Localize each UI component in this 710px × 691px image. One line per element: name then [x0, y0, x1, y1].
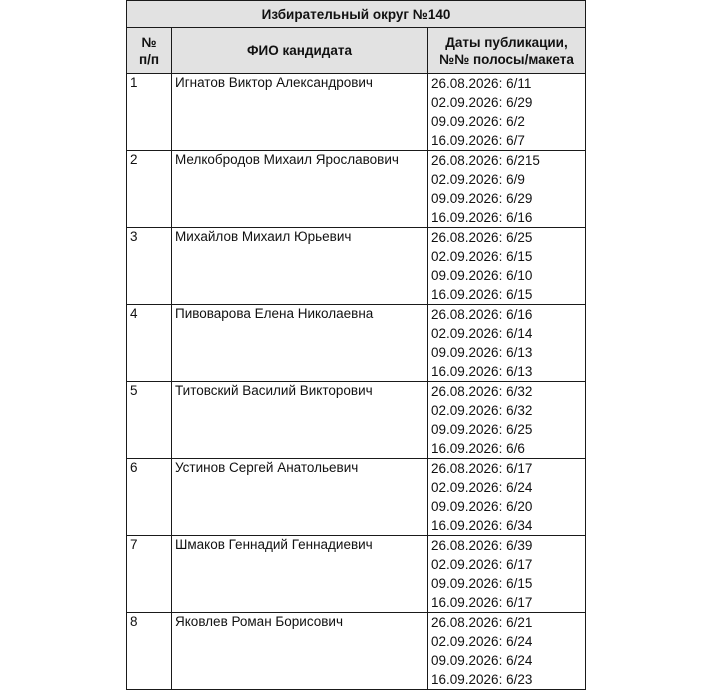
header-number-line1: № [141, 34, 157, 50]
table-row [127, 382, 586, 459]
header-dates-line2: №№ полосы/макета [439, 51, 574, 67]
table-row [127, 613, 586, 690]
publication-date-entry: 02.09.2026: 6/17 [431, 557, 533, 572]
candidate-name: Мелкобродов Михаил Ярославович [172, 151, 428, 228]
table-row [127, 228, 586, 305]
table-title-row [127, 1, 586, 28]
publication-date-entry: 26.08.2026: 6/16 [431, 307, 533, 322]
publication-date-entry: 26.08.2026: 6/32 [431, 384, 533, 399]
publication-date-entry: 16.09.2026: 6/23 [431, 672, 533, 687]
candidate-name: Пивоварова Елена Николаевна [172, 305, 428, 382]
row-number: 7 [127, 536, 172, 613]
table-row [127, 305, 586, 382]
publication-date-entry: 26.08.2026: 6/215 [431, 153, 540, 168]
publication-date-entry: 16.09.2026: 6/17 [431, 595, 533, 610]
candidate-name: Титовский Василий Викторович [172, 382, 428, 459]
publication-date-entry: 02.09.2026: 6/29 [431, 95, 533, 110]
publication-date-entry: 09.09.2026: 6/10 [431, 268, 533, 283]
publication-date-entry: 09.09.2026: 6/15 [431, 576, 533, 591]
table-row [127, 151, 586, 228]
row-number: 6 [127, 459, 172, 536]
candidates-table [126, 0, 586, 690]
publication-date-entry: 26.08.2026: 6/17 [431, 461, 533, 476]
publication-dates [428, 459, 586, 536]
header-dates [428, 28, 586, 74]
table-row [127, 459, 586, 536]
candidate-name: Шмаков Геннадий Геннадиевич [172, 536, 428, 613]
publication-date-entry: 09.09.2026: 6/29 [431, 191, 533, 206]
publication-dates [428, 613, 586, 690]
publication-date-entry: 02.09.2026: 6/9 [431, 172, 525, 187]
publication-dates [428, 151, 586, 228]
publication-dates [428, 382, 586, 459]
candidate-name: Михайлов Михаил Юрьевич [172, 228, 428, 305]
publication-date-entry: 16.09.2026: 6/15 [431, 287, 533, 302]
table-row [127, 74, 586, 151]
candidate-name: Устинов Сергей Анатольевич [172, 459, 428, 536]
table-body [127, 74, 586, 690]
publication-date-entry: 09.09.2026: 6/20 [431, 499, 533, 514]
publication-date-entry: 16.09.2026: 6/7 [431, 133, 525, 148]
publication-date-entry: 26.08.2026: 6/25 [431, 230, 533, 245]
header-number-line2: п/п [138, 51, 160, 67]
publication-date-entry: 09.09.2026: 6/13 [431, 345, 533, 360]
publication-date-entry: 09.09.2026: 6/24 [431, 653, 533, 668]
table-title: Избирательный округ №140 [127, 1, 586, 28]
row-number: 8 [127, 613, 172, 690]
publication-date-entry: 16.09.2026: 6/6 [431, 441, 525, 456]
publication-date-entry: 02.09.2026: 6/24 [431, 634, 533, 649]
publication-dates [428, 305, 586, 382]
publication-date-entry: 02.09.2026: 6/32 [431, 403, 533, 418]
publication-date-entry: 16.09.2026: 6/13 [431, 364, 533, 379]
row-number: 3 [127, 228, 172, 305]
publication-date-entry: 02.09.2026: 6/15 [431, 249, 533, 264]
row-number: 4 [127, 305, 172, 382]
candidate-name: Игнатов Виктор Александрович [172, 74, 428, 151]
header-name: ФИО кандидата [172, 28, 428, 74]
publication-date-entry: 09.09.2026: 6/2 [431, 114, 525, 129]
publication-date-entry: 26.08.2026: 6/11 [431, 76, 532, 91]
table-header-row [127, 28, 586, 74]
table-row [127, 536, 586, 613]
publication-date-entry: 02.09.2026: 6/14 [431, 326, 533, 341]
publication-dates [428, 74, 586, 151]
candidate-name: Яковлев Роман Борисович [172, 613, 428, 690]
publication-dates [428, 536, 586, 613]
row-number: 2 [127, 151, 172, 228]
row-number: 1 [127, 74, 172, 151]
publication-date-entry: 09.09.2026: 6/25 [431, 422, 533, 437]
publication-date-entry: 16.09.2026: 6/16 [431, 210, 533, 225]
row-number: 5 [127, 382, 172, 459]
header-number [127, 28, 172, 74]
header-dates-line1: Даты публикации, [445, 34, 568, 50]
publication-date-entry: 16.09.2026: 6/34 [431, 518, 533, 533]
publication-date-entry: 26.08.2026: 6/21 [431, 615, 533, 630]
publication-date-entry: 26.08.2026: 6/39 [431, 538, 533, 553]
publication-date-entry: 02.09.2026: 6/24 [431, 480, 533, 495]
publication-dates [428, 228, 586, 305]
